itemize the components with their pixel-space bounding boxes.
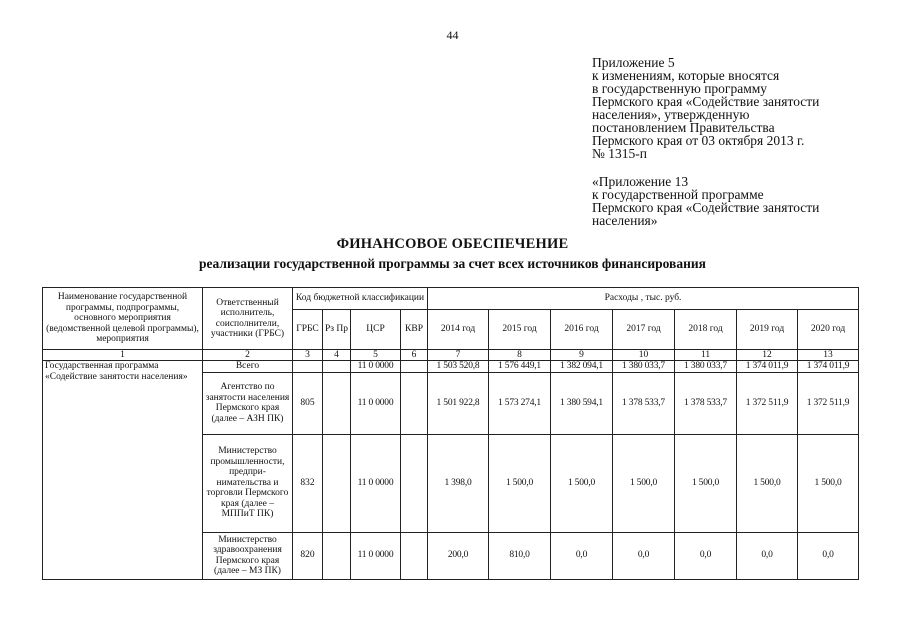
row-value: 0,0 — [798, 532, 859, 579]
row-csr: 11 0 0000 — [351, 532, 401, 579]
appendix-note — [592, 56, 892, 227]
appendix-line: населения», утвержденную — [592, 107, 750, 122]
row-value: 1 500,0 — [675, 434, 737, 532]
row-value: 1 372 511,9 — [798, 372, 859, 434]
appendix13-line: Пермского края «Содействие занятости — [592, 200, 820, 215]
column-number: 3 — [293, 350, 323, 361]
appendix13-line: к государственной программе — [592, 187, 764, 202]
row-csr: 11 0 0000 — [351, 372, 401, 434]
row-value: 810,0 — [489, 532, 551, 579]
header-expenses: Расходы , тыс. руб. — [428, 288, 859, 310]
appendix13-line: «Приложение 13 — [592, 174, 689, 189]
column-number: 4 — [323, 350, 351, 361]
column-number: 5 — [351, 350, 401, 361]
document-title: ФИНАНСОВОЕ ОБЕСПЕЧЕНИЕ — [336, 236, 569, 252]
financing-table — [42, 287, 859, 580]
row-grbs: 832 — [293, 434, 323, 532]
row-value: 1 500,0 — [489, 434, 551, 532]
row-value: 1 573 274,1 — [489, 372, 551, 434]
appendix-line: в государственную программу — [592, 81, 768, 96]
row-value: 1 501 922,8 — [428, 372, 489, 434]
row-value: 0,0 — [675, 532, 737, 579]
row-value: 1 398,0 — [428, 434, 489, 532]
header-year: 2019 год — [737, 310, 798, 350]
page-number: 44 — [446, 28, 459, 42]
row-executor: Министерство здравоохранения Пермского края (далее – МЗ ПК) — [203, 532, 293, 579]
row-value: 1 380 033,7 — [613, 361, 675, 373]
header-year: 2018 год — [675, 310, 737, 350]
row-value: 1 500,0 — [737, 434, 798, 532]
row-rzpr — [323, 361, 351, 373]
row-executor: Всего — [203, 361, 293, 373]
row-kvr — [401, 361, 428, 373]
column-number: 9 — [551, 350, 613, 361]
header-name: Наименование государственной программы, подпрограммы, основного мероприятия (ведомственной целевой программы), мероприятия — [43, 288, 203, 350]
header-budget-code: Код бюджетной классификации — [293, 288, 428, 310]
column-number: 10 — [613, 350, 675, 361]
column-number: 2 — [203, 350, 293, 361]
row-value: 1 503 520,8 — [428, 361, 489, 373]
header-year: 2020 год — [798, 310, 859, 350]
row-value: 1 380 594,1 — [551, 372, 613, 434]
appendix-line: Пермского края от 03 октября 2013 г. — [592, 133, 805, 148]
header-year: 2015 год — [489, 310, 551, 350]
header-csr: ЦСР — [351, 310, 401, 350]
row-rzpr — [323, 532, 351, 579]
header-year: 2014 год — [428, 310, 489, 350]
header-year: 2016 год — [551, 310, 613, 350]
column-number: 7 — [428, 350, 489, 361]
row-grbs: 805 — [293, 372, 323, 434]
header-executor: Ответственный исполнитель, соисполнители, участники (ГРБС) — [203, 288, 293, 350]
row-value: 1 378 533,7 — [675, 372, 737, 434]
row-value: 1 372 511,9 — [737, 372, 798, 434]
column-numbers-row — [43, 350, 859, 361]
appendix-line: Пермского края «Содействие занятости — [592, 94, 820, 109]
row-value: 1 374 011,9 — [737, 361, 798, 373]
document-subtitle: реализации государственной программы за счет всех источников финансирования — [199, 256, 706, 271]
column-number: 1 — [43, 350, 203, 361]
program-name: Государственная программа «Содействие занятости населения» — [43, 361, 203, 580]
column-number: 8 — [489, 350, 551, 361]
column-number: 6 — [401, 350, 428, 361]
appendix-line: к изменениям, которые вносятся — [592, 68, 780, 83]
column-number: 13 — [798, 350, 859, 361]
appendix13-line: населения» — [592, 213, 658, 228]
column-number: 12 — [737, 350, 798, 361]
row-grbs — [293, 361, 323, 373]
appendix-line: № 1315-п — [592, 146, 647, 161]
row-value: 1 380 033,7 — [675, 361, 737, 373]
row-kvr — [401, 532, 428, 579]
row-value: 1 500,0 — [551, 434, 613, 532]
row-value: 1 500,0 — [613, 434, 675, 532]
header-year: 2017 год — [613, 310, 675, 350]
row-executor: Министерство промышленности, предпри-нимательства и торговли Пермского края (далее – МППиТ ПК) — [203, 434, 293, 532]
row-executor: Агентство по занятости населения Пермского края (далее – АЗН ПК) — [203, 372, 293, 434]
row-value: 1 500,0 — [798, 434, 859, 532]
appendix-line: Приложение 5 — [592, 55, 675, 70]
row-value: 1 382 094,1 — [551, 361, 613, 373]
table-row — [43, 361, 859, 373]
row-kvr — [401, 372, 428, 434]
row-rzpr — [323, 372, 351, 434]
column-number: 11 — [675, 350, 737, 361]
row-csr: 11 0 0000 — [351, 361, 401, 373]
header-kvr: КВР — [401, 310, 428, 350]
row-grbs: 820 — [293, 532, 323, 579]
row-kvr — [401, 434, 428, 532]
row-value: 200,0 — [428, 532, 489, 579]
row-value: 1 576 449,1 — [489, 361, 551, 373]
appendix-line: постановлением Правительства — [592, 120, 775, 135]
row-value: 0,0 — [551, 532, 613, 579]
header-grbs: ГРБС — [293, 310, 323, 350]
row-rzpr — [323, 434, 351, 532]
header-rzpr: Рз Пр — [323, 310, 351, 350]
row-value: 1 378 533,7 — [613, 372, 675, 434]
row-value: 0,0 — [613, 532, 675, 579]
row-value: 1 374 011,9 — [798, 361, 859, 373]
row-value: 0,0 — [737, 532, 798, 579]
row-csr: 11 0 0000 — [351, 434, 401, 532]
